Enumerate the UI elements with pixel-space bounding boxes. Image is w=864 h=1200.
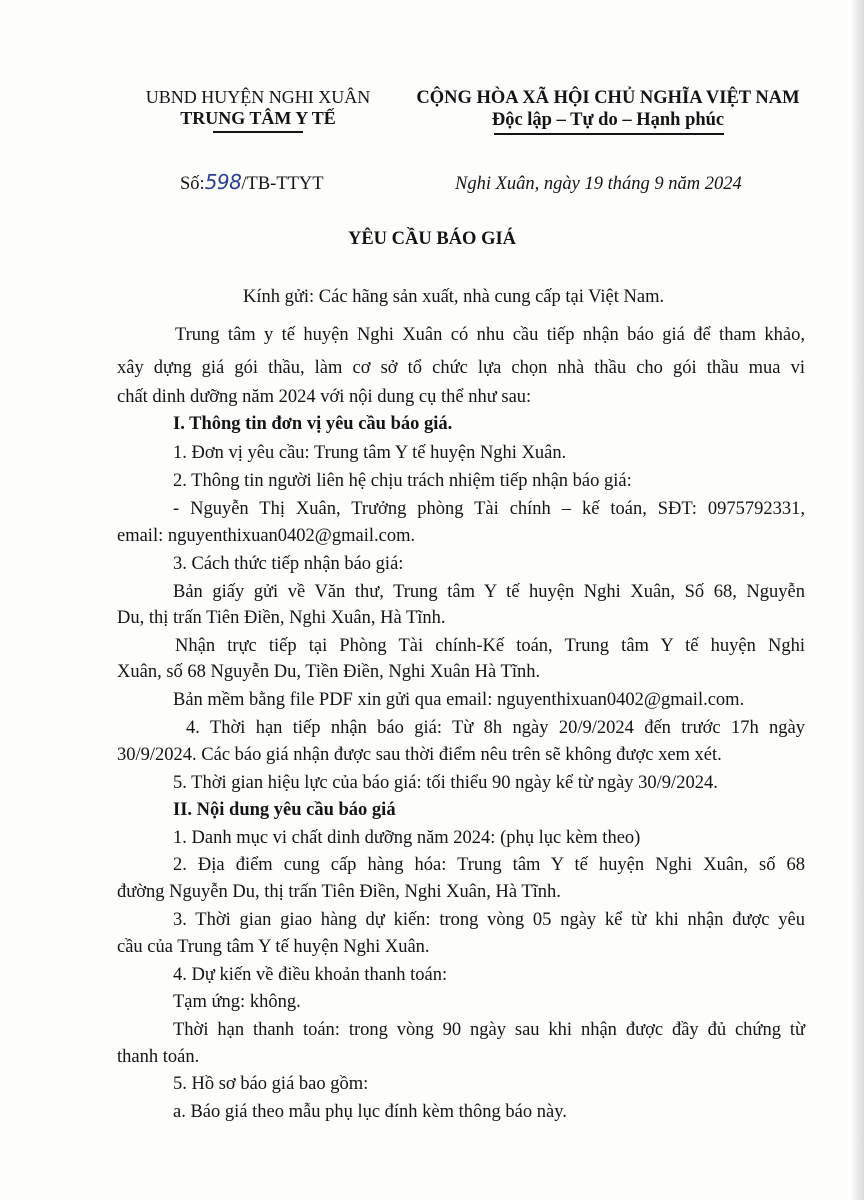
page-title: YÊU CẦU BÁO GIÁ (347, 229, 517, 249)
motto-underline (494, 133, 724, 135)
direct-delivery-line-2: Xuân, số 68 Nguyễn Du, Tiền Điền, Nghi Xuân Hà Tĩnh. (117, 662, 541, 682)
delivery-location-line-1: 2. Địa điểm cung cấp hàng hóa: Trung tâm Y tế huyện Nghi Xuân, số 68 (173, 855, 805, 875)
contact-line-1: - Nguyễn Thị Xuân, Trưởng phòng Tài chính – kế toán, SĐT: 0975792331, (173, 499, 805, 519)
paper-delivery-line-2: Du, thị trấn Tiên Điền, Nghi Xuân, Hà Tĩnh. (117, 608, 446, 628)
list-item: 5. Hồ sơ báo giá bao gồm: (173, 1074, 369, 1094)
list-item: 1. Danh mục vi chất dinh dưỡng năm 2024: (phụ lục kèm theo) (173, 828, 641, 848)
intro-line-2: xây dựng giá gói thầu, làm cơ sở tổ chức lựa chọn nhà thầu cho gói thầu mua vi (117, 358, 805, 378)
payment-term-line-1: Thời hạn thanh toán: trong vòng 90 ngày sau khi nhận được đầy đủ chứng từ (173, 1020, 805, 1040)
paper-delivery-line-1: Bản giấy gửi về Văn thư, Trung tâm Y tế huyện Nghi Xuân, Số 68, Nguyễn (173, 582, 805, 602)
direct-delivery-line-1: Nhận trực tiếp tại Phòng Tài chính-Kế toán, Trung tâm Y tế huyện Nghi (175, 636, 805, 656)
issuing-agency: TRUNG TÂM Y TẾ (180, 108, 336, 128)
advance-payment-line: Tạm ứng: không. (173, 992, 301, 1012)
delivery-location-line-2: đường Nguyễn Du, thị trấn Tiên Điền, Nghi Xuân, Hà Tĩnh. (117, 882, 561, 902)
doc-number-suffix: /TB-TTYT (241, 174, 324, 194)
list-item: 2. Thông tin người liên hệ chịu trách nhiệm tiếp nhận báo giá: (173, 471, 632, 491)
document-number (180, 170, 324, 196)
list-item: 1. Đơn vị yêu cầu: Trung tâm Y tế huyện Nghi Xuân. (173, 443, 567, 463)
agency-underline (213, 131, 303, 133)
list-item: 4. Dự kiến về điều khoản thanh toán: (173, 965, 448, 985)
list-item: a. Báo giá theo mẫu phụ lục đính kèm thông báo này. (173, 1102, 567, 1122)
issue-date: Nghi Xuân, ngày 19 tháng 9 năm 2024 (455, 174, 742, 194)
deadline-line-2: 30/9/2024. Các báo giá nhận được sau thời điểm nêu trên sẽ không được xem xét. (117, 745, 722, 765)
delivery-time-line-1: 3. Thời gian giao hàng dự kiến: trong vòng 05 ngày kể từ khi nhận được yêu (173, 910, 805, 930)
handwritten-number: 598 (204, 170, 242, 194)
soft-copy-line: Bản mềm bằng file PDF xin gửi qua email: nguyenthixuan0402@gmail.com. (173, 690, 745, 710)
delivery-time-line-2: cầu của Trung tâm Y tế huyện Nghi Xuân. (117, 937, 430, 957)
section-heading-2: II. Nội dung yêu cầu báo giá (173, 800, 396, 820)
intro-line-3: chất dinh dưỡng năm 2024 với nội dung cụ thể như sau: (117, 387, 532, 407)
doc-number-prefix: Số: (180, 174, 205, 194)
recipient-line: Kính gửi: Các hãng sản xuất, nhà cung cấp tại Việt Nam. (243, 287, 665, 307)
national-motto: Độc lập – Tự do – Hạnh phúc (491, 110, 725, 130)
list-item: 3. Cách thức tiếp nhận báo giá: (173, 554, 404, 574)
payment-term-line-2: thanh toán. (117, 1047, 200, 1067)
contact-line-2: email: nguyenthixuan0402@gmail.com. (117, 526, 416, 546)
deadline-line-1: 4. Thời hạn tiếp nhận báo giá: Từ 8h ngày 20/9/2024 đến trước 17h ngày (186, 718, 805, 738)
issuing-authority: UBND HUYỆN NGHI XUÂN (145, 87, 371, 107)
page-edge-shadow (850, 0, 864, 1200)
section-heading-1: I. Thông tin đơn vị yêu cầu báo giá. (173, 414, 453, 434)
intro-line-1: Trung tâm y tế huyện Nghi Xuân có nhu cầu tiếp nhận báo giá để tham khảo, (175, 325, 805, 345)
national-title: CỘNG HÒA XÃ HỘI CHỦ NGHĨA VIỆT NAM (416, 88, 800, 108)
list-item: 5. Thời gian hiệu lực của báo giá: tối thiểu 90 ngày kể từ ngày 30/9/2024. (173, 773, 718, 793)
